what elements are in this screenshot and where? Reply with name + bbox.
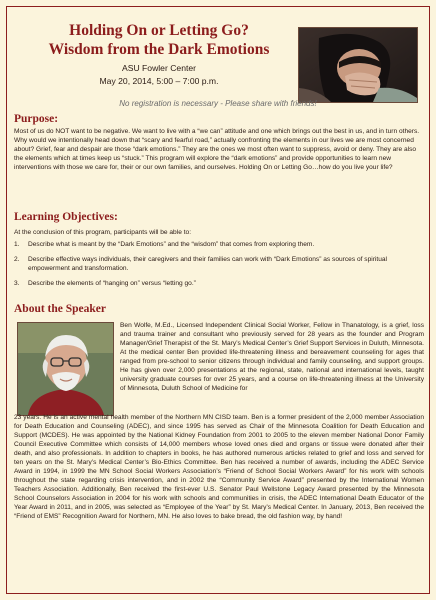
list-item: [14, 255, 424, 273]
list-item: [14, 279, 424, 288]
grieving-woman-photo: [298, 27, 418, 103]
about-speaker-heading: About the Speaker: [14, 303, 107, 315]
objective-number: 1.: [14, 241, 20, 248]
objective-number: 3.: [14, 280, 20, 287]
objective-text: Describe the elements of “hanging on” versus “letting go.”: [28, 280, 196, 287]
objectives-list: [14, 240, 424, 294]
speaker-portrait-photo: [17, 322, 114, 416]
list-item: [14, 240, 424, 249]
objective-text: Describe what is meant by the “Dark Emotions” and the “wisdom” that comes from exploring them.: [28, 241, 315, 248]
event-venue: ASU Fowler Center: [121, 63, 197, 73]
title-line-2: Wisdom from the Dark Emotions: [48, 41, 270, 58]
purpose-heading: Purpose:: [14, 113, 59, 125]
objectives-heading: Learning Objectives:: [14, 211, 118, 223]
speaker-bio-continued: 23 years. He is an active mental health member of the Northern MN CISD team. Ben is a former president of the 2,000 member Association for Death Education and Counseling (ADEC), and since 1995 has served as Chair of the Minnesota Coalition for Death Education and Support (MCDES). He was appointed by the National Kidney Foundation from 2001 to 2005 to the eleven member National Donor Family Council Executive Committee which consists of 14,000 members whose loved ones died and organs or tissue were donated after their death, and also professionals. In addition to chapters in books, he has authored numerous articles related to grief and loss and served for ten years on the St. Mary’s Medical Center’s Bio-Ethics Committee. Ben has received a number of awards, including the ADEC Service Award in 1994, in 1999 the MN School Social Workers Association’s “Friend of School Social Workers Award” for his work with schools throughout the state regarding crisis intervention, and in 2002 the “Community Service Award” presented by the International Women Teachers Association. Additionally, Ben received the first-ever U.S. Senator Paul Wellstone Legacy Award presented by the Minnesota School Counselors Association in 2004 for his work with schools and communities in crisis, the ADEC International Death Educator of the Year Award in 2011, and in 2005, was selected as “Employee of the Year” by St. Mary’s Medical Center. In January, 2013, Ben received the “Friend of EMS” Recognition Award for Northern, MN. He also loves to bake bread, the old fashion way, by hand!: [14, 414, 424, 520]
speaker-bio-intro: Ben Wolfe, M.Ed., Licensed Independent Clinical Social Worker, Fellow in Thanatology, is a grief, loss and trauma trainer and consultant who previously served for 28 years as the founder and Program Manager/Grief Therapist of the St. Mary’s Medical Center’s Grief Support Services in Duluth, Minnesota. At the medical center Ben provided life-threatening illness and bereavement counseling for ages that ranged from pre-school to senior citizens through individual and family counseling, and support groups. He has given over 2,000 presentations at the regional, state, national and international levels, taught university graduate courses for over 25 years, and a course on life-threatening illness at the University of Minnesota, Duluth School of Medicine for: [120, 322, 424, 392]
registration-notice: No registration is necessary - Please share with friends!: [119, 99, 317, 108]
objective-text: Describe effective ways individuals, their caregivers and their families can work with “Dark Emotions” as sources of spiritual empowerment and transformation.: [28, 256, 388, 272]
objective-number: 2.: [14, 256, 20, 263]
title-line-1: Holding On or Letting Go?: [69, 22, 249, 39]
objectives-intro: At the conclusion of this program, participants will be able to:: [14, 229, 192, 236]
event-datetime: May 20, 2014, 5:00 – 7:00 p.m.: [99, 76, 219, 86]
purpose-body: Most of us do NOT want to be negative. We want to live with a “we can” attitude and one which brings out the best in us, and in turn others. Why would we intentionally head down that “scary and fearful road,” actually confronting the elements in our lives we are most concerned about? Grief, fear and despair are those “dark emotions.” They are the ones we most often want to suppress, avoid or deny. They are also the elements which at times keep us “stuck.” This program will explore the “dark emotions” and provide opportunities to learn new interventions with those we care for, their or our own families, and ourselves. Holding On or Letting Go…how do you live your life?: [14, 128, 420, 171]
